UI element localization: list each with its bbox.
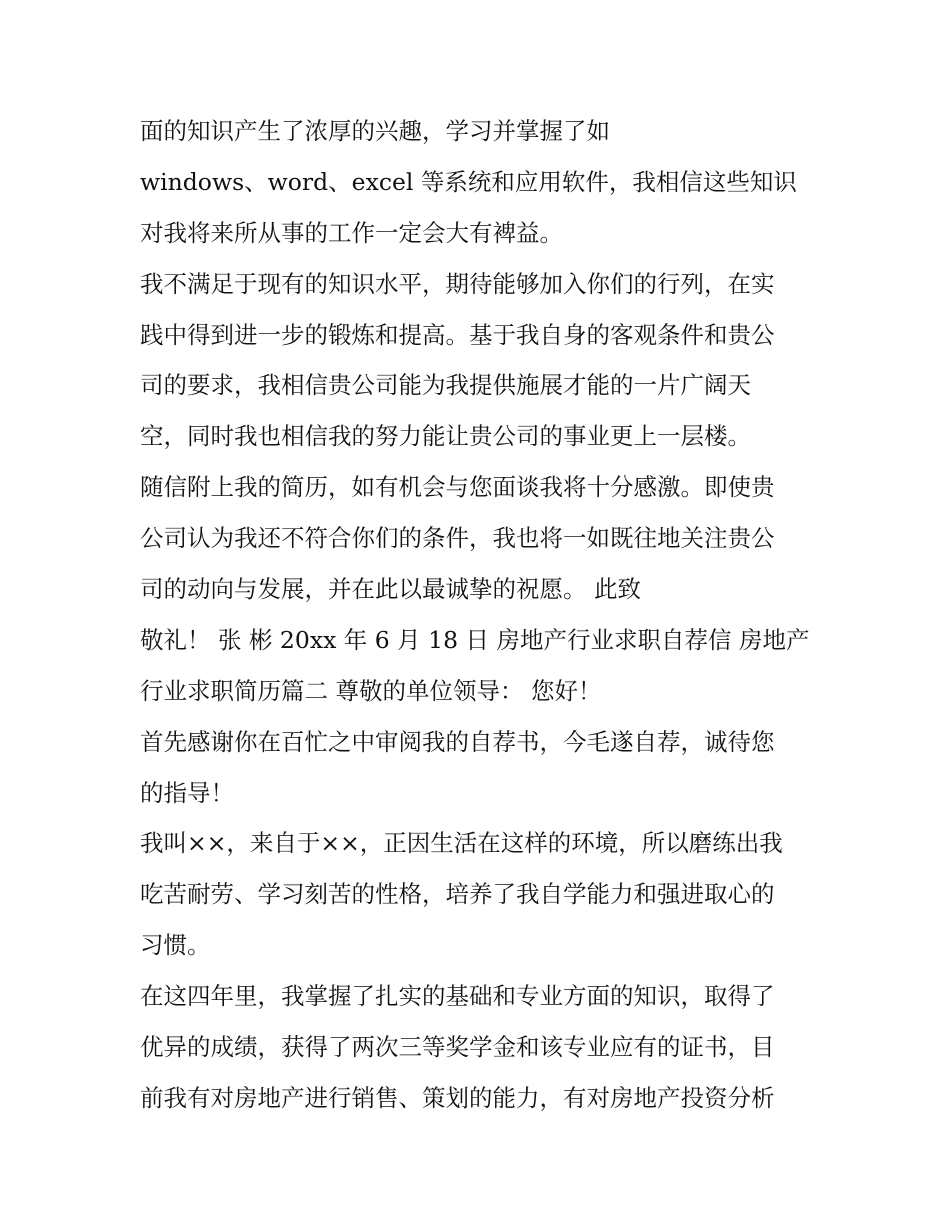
text-line: 在这四年里，我掌握了扎实的基础和专业方面的知识，取得了	[140, 982, 775, 1011]
text-line: 面的知识产生了浓厚的兴趣，学习并掌握了如	[140, 117, 610, 145]
text-line: 吃苦耐劳、学习刻苦的性格，培养了我自学能力和强进取心的	[140, 880, 775, 909]
text-line: windows、word、excel 等系统和应用软件，我相信这些知识	[140, 167, 797, 196]
text-line: 我不满足于现有的知识水平，期待能够加入你们的行列，在实	[140, 269, 775, 298]
text-line: 我叫××，来自于××，正因生活在这样的环境，所以磨练出我	[140, 829, 783, 858]
text-line: 优异的成绩，获得了两次三等奖学金和该专业应有的证书，目	[140, 1033, 775, 1062]
text-line: 公司认为我还不符合你们的条件，我也将一如既往地关注贵公	[140, 524, 775, 553]
text-line: 司的要求，我相信贵公司能为我提供施展才能的一片广阔天	[140, 371, 751, 400]
text-line: 践中得到进一步的锻炼和提高。基于我自身的客观条件和贵公	[140, 320, 775, 349]
text-line: 随信附上我的简历，如有机会与您面谈我将十分感激。即使贵	[140, 473, 775, 502]
text-line: 首先感谢你在百忙之中审阅我的自荐书，今毛遂自荐，诚待您	[140, 727, 775, 756]
text-line: 前我有对房地产进行销售、策划的能力，有对房地产投资分析	[140, 1083, 775, 1112]
body-text	[140, 106, 820, 1124]
text-line: 空，同时我也相信我的努力能让贵公司的事业更上一层楼。	[140, 422, 751, 451]
text-line: 行业求职简历篇二 尊敬的单位领导： 您好！	[140, 676, 602, 705]
text-line: 敬礼！ 张 彬 20xx 年 6 月 18 日 房地产行业求职自荐信 房地产	[140, 625, 810, 654]
text-line: 习惯。	[140, 931, 211, 960]
text-line: 司的动向与发展，并在此以最诚挚的祝愿。 此致	[140, 575, 641, 604]
text-line: 的指导！	[140, 778, 234, 807]
text-line: 对我将来所从事的工作一定会大有裨益。	[140, 218, 563, 247]
